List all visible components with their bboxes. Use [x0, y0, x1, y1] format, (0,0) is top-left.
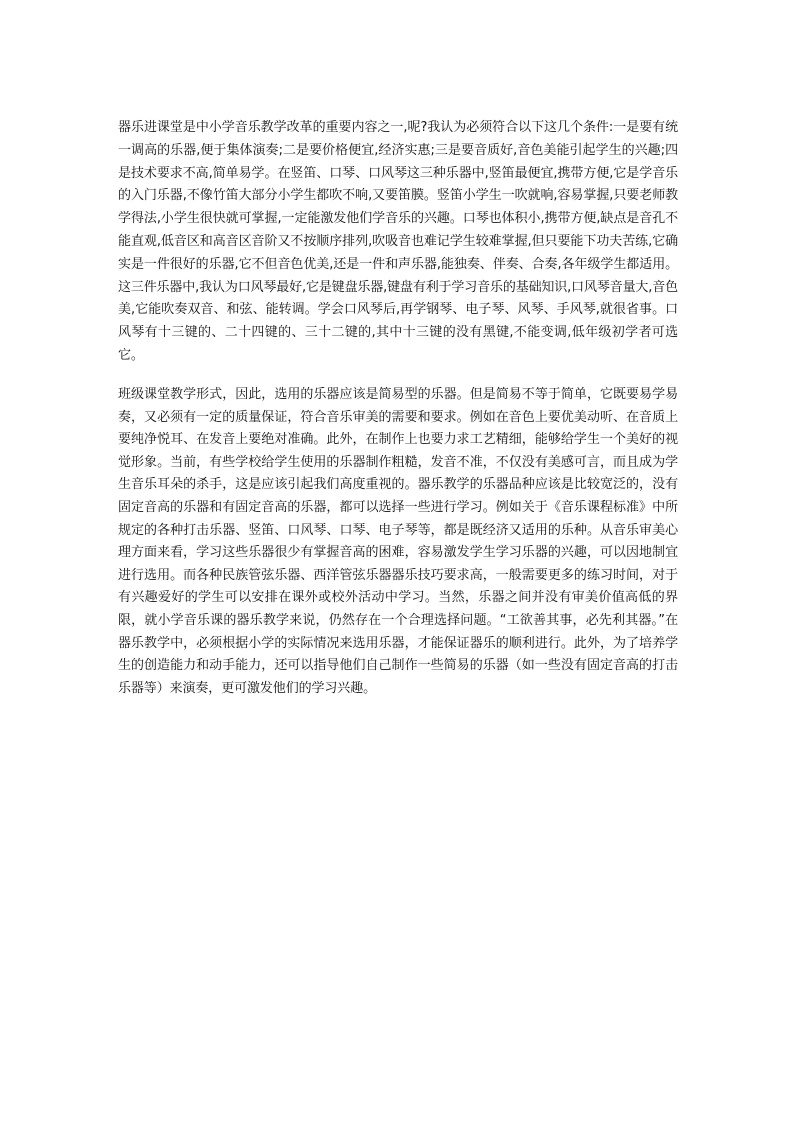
- paragraph-classroom-instruments: 班级课堂教学形式，因此，选用的乐器应该是简易型的乐器。但是简易不等于简单，它既要易学易奏，又必须有一定的质量保证，符合音乐审美的需要和要求。例如在音色上要优美动听、在音质上要纯净悦耳、在发音上要绝对准确。此外，在制作上也要力求工艺精细，能够给学生一个美好的视觉形象。当前，有些学校给学生使用的乐器制作粗糙，发音不准，不仅没有美感可言，而且成为学生音乐耳朵的杀手，这是应该引起我们高度重视的。器乐教学的乐器品种应该是比较宽泛的，没有固定音高的乐器和有固定音高的乐器，都可以选择一些进行学习。例如关于《音乐课程标准》中所规定的各种打击乐器、竖笛、口风琴、口琴、电子琴等，都是既经济又适用的乐种。从音乐审美心理方面来看，学习这些乐器很少有掌握音高的困难，容易激发学生学习乐器的兴趣，可以因地制宜进行选用。而各种民族管弦乐器、西洋管弦乐器器乐技巧要求高，一般需要更多的练习时间，对于有兴趣爱好的学生可以安排在课外或校外活动中学习。当然，乐器之间并没有审美价值高低的界限，就小学音乐课的器乐教学来说，仍然存在一个合理选择问题。“工欲善其事，必先利其器。”在器乐教学中，必须根据小学的实际情况来选用乐器，才能保证器乐的顺利进行。此外，为了培养学生的创造能力和动手能力，还可以指导他们自己制作一些简易的乐器（如一些没有固定音高的打击乐器等）来演奏，更可激发他们的学习兴趣。: [118, 387, 678, 696]
- paragraph-instrument-selection: 器乐进课堂是中小学音乐教学改革的重要内容之一,呢?我认为必须符合以下这几个条件:一是要有统一调高的乐器,便于集体演奏;二是要价格便宜,经济实惠;三是要音质好,音色美能引起学生的兴趣;四是技术要求不高,简单易学。在竖笛、口琴、口风琴这三种乐器中,竖笛最便宜,携带方便,它是学音乐的入门乐器,不像竹笛大部分小学生都吹不响,又要笛膜。竖笛小学生一吹就响,容易掌握,只要老师教学得法,小学生很快就可掌握,一定能激发他们学音乐的兴趣。口琴也体积小,携带方便,缺点是音孔不能直观,低音区和高音区音阶又不按顺序排列,吹吸音也难记学生较难掌握,但只要能下功夫苦练,它确实是一件很好的乐器,它不但音色优美,还是一件和声乐器,能独奏、伴奏、合奏,各年级学生都适用。这三件乐器中,我认为口风琴最好,它是键盘乐器,键盘有利于学习音乐的基础知识,口风琴音量大,音色美,它能吹奏双音、和弦、能转调。学会口风琴后,再学钢琴、电子琴、风琴、手风琴,就很省事。口风琴有十三键的、二十四键的、三十二键的,其中十三键的没有黑键,不能变调,低年级初学者可选它。: [118, 120, 678, 363]
